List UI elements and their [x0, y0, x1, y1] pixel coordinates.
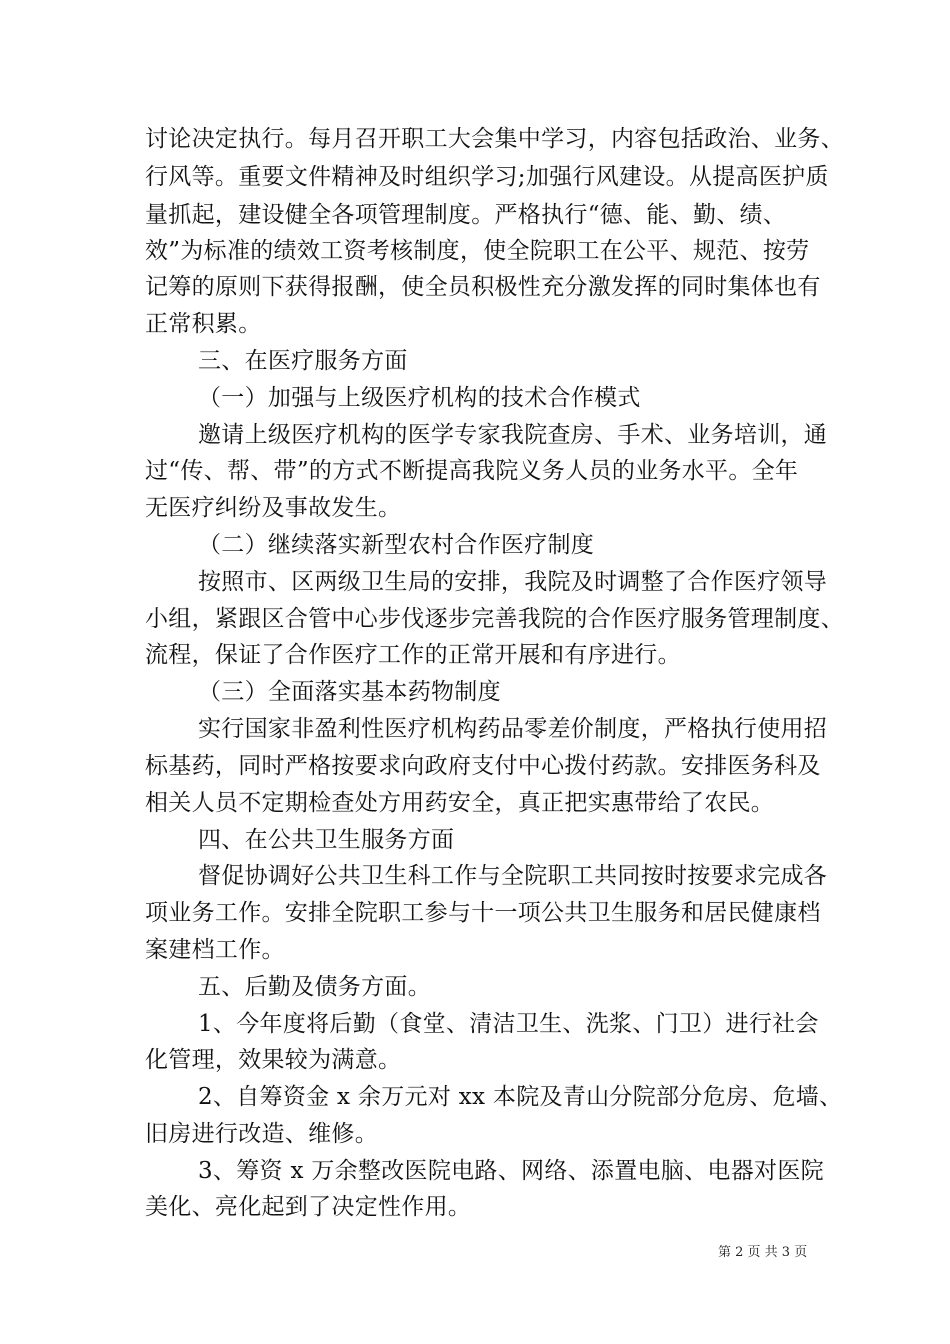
text-line: 量抓起，建设健全各项管理制度。严格执行“德、能、勤、绩、 [145, 202, 787, 228]
section-heading: 三、在医疗服务方面 [198, 348, 408, 374]
section-heading: 四、在公共卫生服务方面 [198, 827, 455, 853]
text-line: 效”为标准的绩效工资考核制度，使全院职工在公平、规范、按劳 [145, 238, 810, 264]
text-line: 美化、亮化起到了决定性作用。 [145, 1194, 472, 1220]
text-line: 邀请上级医疗机构的医学专家我院查房、手术、业务培训，通 [198, 422, 828, 448]
text-line: 正常积累。 [145, 311, 262, 337]
text-line: 过“传、帮、带”的方式不断提高我院义务人员的业务水平。全年 [145, 458, 799, 484]
text-line: 相关人员不定期检查处方用药安全，真正把实惠带给了农民。 [145, 790, 775, 816]
text-line: 3、筹资 x 万余整改医院电路、网络、添置电脑、电器对医院 [198, 1158, 824, 1184]
text-line: 流程，保证了合作医疗工作的正常开展和有序进行。 [145, 642, 681, 668]
subsection-heading: （二）继续落实新型农村合作医疗制度 [198, 532, 595, 558]
subsection-heading: （三）全面落实基本药物制度 [198, 679, 501, 705]
text-line: 标基药，同时严格按要求向政府支付中心拨付药款。安排医务科及 [145, 753, 821, 779]
text-line: 旧房进行改造、维修。 [145, 1121, 378, 1147]
text-line: 1、今年度将后勤（食堂、清洁卫生、洗浆、门卫）进行社会 [198, 1011, 819, 1037]
page-number-footer: 第 2 页 共 3 页 [718, 1245, 808, 1260]
subsection-heading: （一）加强与上级医疗机构的技术合作模式 [198, 385, 641, 411]
text-line: 督促协调好公共卫生科工作与全院职工共同按时按要求完成各 [198, 863, 828, 889]
text-line: 按照市、区两级卫生局的安排，我院及时调整了合作医疗领导 [198, 569, 828, 595]
text-line: 化管理，效果较为满意。 [145, 1047, 402, 1073]
text-line: 记筹的原则下获得报酬，使全员积极性充分激发挥的同时集体也有 [145, 274, 821, 300]
text-line: 无医疗纠纷及事故发生。 [145, 495, 402, 521]
text-line: 小组，紧跟区合管中心步伐逐步完善我院的合作医疗服务管理制度、 [145, 606, 844, 632]
section-heading: 五、后勤及债务方面。 [198, 974, 431, 1000]
text-line: 行风等。重要文件精神及时组织学习;加强行风建设。从提高医护质 [145, 164, 829, 190]
text-line: 项业务工作。安排全院职工参与十一项公共卫生服务和居民健康档 [145, 900, 821, 926]
text-line: 讨论决定执行。每月召开职工大会集中学习，内容包括政治、业务、 [145, 126, 844, 152]
text-line: 案建档工作。 [145, 937, 285, 963]
text-line: 2、自筹资金 x 余万元对 xx 本院及青山分院部分危房、危墙、 [198, 1084, 843, 1110]
text-line: 实行国家非盈利性医疗机构药品零差价制度，严格执行使用招 [198, 716, 828, 742]
